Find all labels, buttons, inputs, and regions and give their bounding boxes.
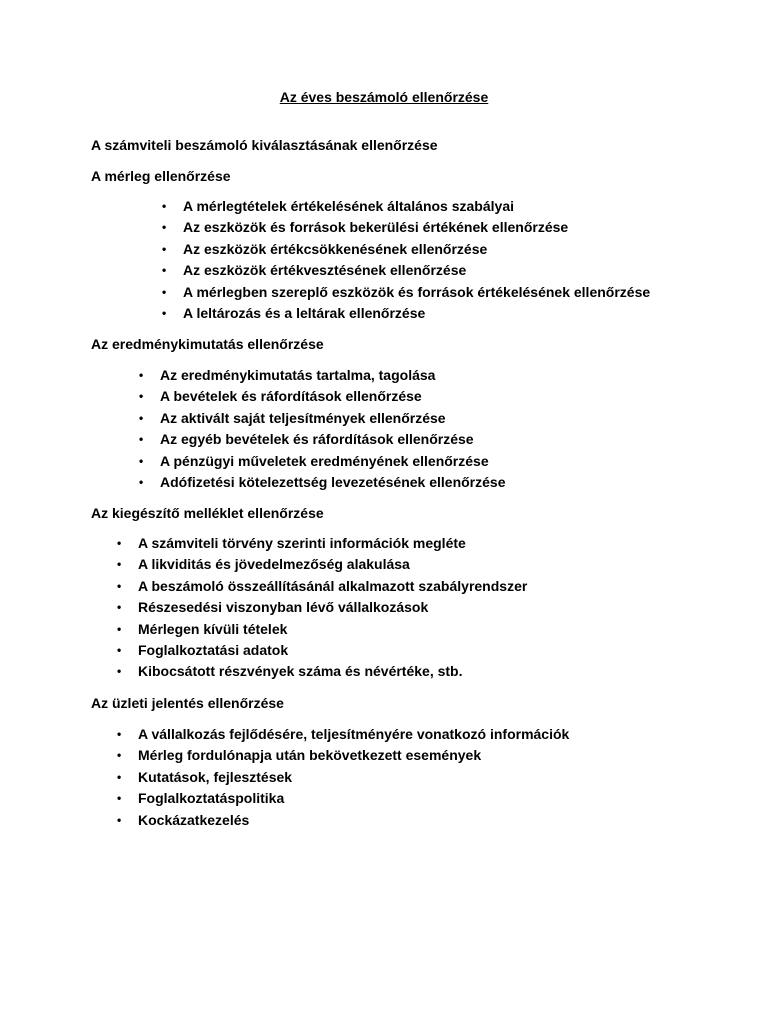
list-item (139, 408, 505, 429)
section-heading-uzleti-jelentes: Az üzleti jelentés ellenőrzése (91, 695, 284, 711)
list-item (117, 554, 527, 575)
list-item-text: Kockázatkezelés (138, 811, 250, 828)
section-heading-beszamolo-kivalasztas: A számviteli beszámoló kiválasztásának ellenőrzése (91, 137, 438, 153)
list-item (139, 386, 505, 407)
list-item-text: A beszámoló összeállításánál alkalmazott szabályrendszer (138, 577, 528, 594)
list-item (117, 745, 569, 766)
list-item (117, 767, 569, 788)
list-eredmenykimutatas (139, 365, 506, 493)
list-item-text: Kibocsátott részvények száma és névértéke, stb. (138, 663, 463, 680)
list-item (139, 365, 505, 386)
list-item (117, 597, 527, 618)
section-heading-eredmenykimutatas: Az eredménykimutatás ellenőrzése (91, 336, 324, 352)
list-item (162, 239, 650, 260)
list-item-text: A mérlegtételek értékelésének általános szabályai (183, 198, 514, 214)
list-item-text: Az eredménykimutatás tartalma, tagolása (160, 367, 436, 383)
bullet-icon: • (117, 600, 122, 615)
list-item-text: Az eszközök értékvesztésének ellenőrzése (183, 262, 467, 279)
bullet-icon: • (117, 536, 122, 550)
bullet-icon: • (139, 432, 144, 447)
list-item-text: Foglalkoztatáspolitika (138, 790, 285, 807)
list-item (139, 429, 505, 450)
bullet-icon: • (117, 557, 122, 572)
list-item-text: Az eszközök értékcsökkenésének ellenőrzése (183, 240, 488, 257)
list-item-text: Az eszközök és források bekerülési értékének ellenőrzése (183, 219, 569, 236)
list-item (139, 451, 505, 472)
list-item-text: Részesedési viszonyban lévő vállalkozások (138, 599, 429, 616)
list-item-text: Kutatások, fejlesztések (138, 768, 293, 785)
list-item-text: Mérleg fordulónapja után bekövetkezett események (138, 747, 482, 764)
list-item (162, 282, 651, 303)
bullet-icon: • (139, 453, 144, 468)
section-heading-kiegeszito-melleklet: Az kiegészítő melléklet ellenőrzése (91, 505, 324, 521)
list-item (117, 724, 570, 745)
bullet-icon: • (117, 642, 122, 657)
list-item-text: Adófizetési kötelezettség levezetésének ellenőrzése (160, 473, 506, 490)
bullet-icon: • (117, 664, 122, 679)
bullet-icon: • (139, 368, 144, 382)
list-item-text: Az aktivált saját teljesítmények ellenőrzése (160, 409, 446, 426)
bullet-icon: • (139, 474, 144, 489)
list-uzleti-jelentes (117, 724, 570, 831)
list-item (117, 810, 569, 831)
list-item (117, 661, 527, 682)
list-item (162, 260, 650, 281)
list-item (139, 472, 506, 493)
list-item-text: Mérlegen kívüli tételek (138, 620, 288, 637)
bullet-icon: • (162, 199, 167, 213)
list-item (162, 303, 650, 324)
list-item-text: A leltározás és a leltárak ellenőrzése (183, 304, 426, 321)
bullet-icon: • (162, 263, 167, 278)
list-item (162, 217, 650, 238)
bullet-icon: • (117, 791, 122, 806)
list-item-text: A vállalkozás fejlődésére, teljesítményére vonatkozó információk (138, 726, 570, 742)
list-merleg (162, 196, 651, 324)
bullet-icon: • (117, 748, 122, 763)
list-item-text: Az egyéb bevételek és ráfordítások ellenőrzése (160, 431, 474, 448)
bullet-icon: • (117, 621, 122, 636)
list-item-text: A számviteli törvény szerinti információk megléte (138, 535, 466, 551)
list-item-text: A mérlegben szereplő eszközök és források értékelésének ellenőrzése (183, 283, 651, 300)
list-item (117, 788, 569, 809)
list-item (117, 533, 527, 554)
bullet-icon: • (117, 812, 122, 827)
document-title: Az éves beszámoló ellenőrzése (279, 89, 489, 105)
bullet-icon: • (139, 410, 144, 425)
bullet-icon: • (117, 578, 122, 593)
list-item (117, 640, 527, 661)
list-item-text: A bevételek és ráfordítások ellenőrzése (160, 388, 422, 405)
bullet-icon: • (162, 305, 167, 320)
bullet-icon: • (117, 727, 122, 741)
section-heading-merleg: A mérleg ellenőrzése (91, 168, 231, 184)
bullet-icon: • (162, 284, 167, 299)
list-item (162, 196, 650, 217)
list-item (117, 619, 527, 640)
bullet-icon: • (162, 241, 167, 256)
list-item (117, 576, 528, 597)
list-kiegeszito-melleklet (117, 533, 528, 683)
list-item-text: Foglalkoztatási adatok (138, 641, 289, 658)
bullet-icon: • (139, 389, 144, 404)
list-item-text: A pénzügyi műveletek eredményének ellenőrzése (160, 452, 489, 469)
bullet-icon: • (117, 769, 122, 784)
list-item-text: A likviditás és jövedelmezőség alakulása (138, 556, 410, 573)
bullet-icon: • (162, 220, 167, 235)
